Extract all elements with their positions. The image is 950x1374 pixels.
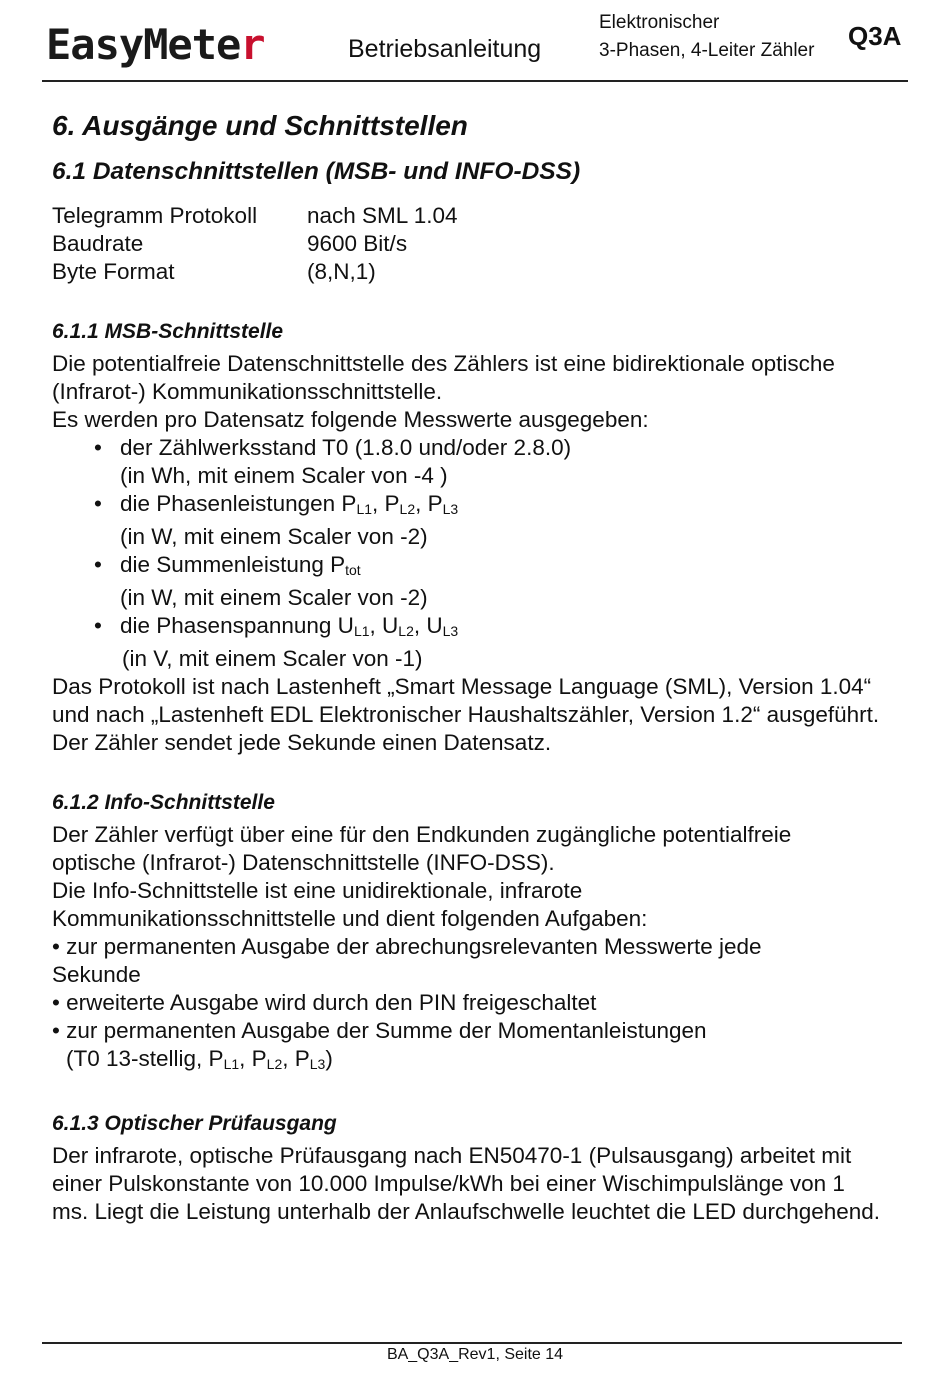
list-item: • zur permanenten Ausgabe der Summe der Momentanleistungen xyxy=(52,1018,707,1043)
list-item: • erweiterte Ausgabe wird durch den PIN freigeschaltet xyxy=(52,990,597,1015)
device-type-line2: 3-Phasen, 4-Leiter Zähler xyxy=(599,40,815,61)
protocol-paragraph: Das Protokoll ist nach Lastenheft „Smart Message Language (SML), Version 1.04“ und nach „Lastenheft EDL Elektronischer Haushaltszähler, Version 1.2“ ausgeführt. Der Zähler sendet jede Sekunde einen Datensatz. xyxy=(52,674,880,755)
list-item-detail: (in Wh, mit einem Scaler von -4 ) xyxy=(120,463,448,488)
spec-label: Baudrate xyxy=(52,231,144,256)
msb-intro: Die potentialfreie Datenschnittstelle des Zählers ist eine bidirektionale optische (Infrarot-) Kommunikationsschnittstelle. xyxy=(52,351,835,404)
footer-divider xyxy=(42,1342,902,1344)
page-content xyxy=(52,100,912,1226)
list-item-text: • die Summenleistung $P_{tot}$ xyxy=(120,552,361,578)
spec-value: nach SML 1.04 xyxy=(307,203,458,228)
subsection-title: 6.1 Datenschnittstellen (MSB- und INFO-DSS) xyxy=(52,158,581,185)
spec-label: Byte Format xyxy=(52,259,175,284)
spec-table xyxy=(52,202,912,286)
model-name: Q3A xyxy=(848,21,902,51)
spacer xyxy=(52,757,912,789)
spacer xyxy=(52,1078,912,1110)
list-item xyxy=(94,490,912,551)
info-heading: 6.1.2 Info-Schnittstelle xyxy=(52,791,275,814)
spec-row xyxy=(52,230,912,258)
spec-value: (8,N,1) xyxy=(307,259,376,284)
optical-heading: 6.1.3 Optischer Prüfausgang xyxy=(52,1112,337,1135)
spacer xyxy=(52,286,912,318)
easymeter-logo xyxy=(46,20,265,69)
optical-paragraph: Der infrarote, optische Prüfausgang nach EN50470-1 (Pulsausgang) arbeitet mit einer Pulskonstante von 10.000 Impulse/kWh bei einer Wischimpulslänge von 1 ms. Liegt die Leistung unterhalb der Anlaufschwelle leuchtet die LED durchgehend. xyxy=(52,1143,881,1224)
list-item-text: • der Zählwerksstand T0 (1.8.0 und/oder 2.8.0) xyxy=(120,435,572,460)
msb-heading: 6.1.1 MSB-Schnittstelle xyxy=(52,320,284,343)
section-title: 6. Ausgänge und Schnittstellen xyxy=(52,110,468,141)
device-type-line1: Elektronischer xyxy=(599,12,720,33)
spec-row xyxy=(52,202,912,230)
info-paragraph: Die Info-Schnittstelle ist eine unidirektionale, infrarote Kommunikationsschnittstelle und dient folgenden Aufgaben: xyxy=(52,878,648,931)
measurement-list xyxy=(52,434,912,673)
page-header xyxy=(42,0,908,83)
list-item xyxy=(94,434,912,490)
info-paragraph: Der Zähler verfügt über eine für den Endkunden zugängliche potentialfreie optische (Infrarot-) Datenschnittstelle (INFO-DSS). xyxy=(52,822,792,875)
list-item-detail: (in W, mit einem Scaler von -2) xyxy=(120,585,428,610)
list-item: • zur permanenten Ausgabe der abrechungsrelevanten Messwerte jede Sekunde xyxy=(52,934,762,987)
msb-list-intro: Es werden pro Datensatz folgende Messwerte ausgegeben: xyxy=(52,407,649,432)
spec-value: 9600 Bit/s xyxy=(307,231,408,256)
page-footer: BA_Q3A_Rev1, Seite 14 xyxy=(386,1346,564,1363)
list-item-text: • die Phasenspannung $U_{L1}$, $U_{L2}$, $U_{L3}$ xyxy=(120,613,459,639)
list-item-detail: (T0 13-stellig, $P_{L1}$, $P_{L2}$, $P_{L3}$) xyxy=(66,1046,333,1072)
list-item xyxy=(94,612,912,673)
list-item-detail: (in V, mit einem Scaler von -1) xyxy=(122,646,423,671)
logo-text: EasyMete xyxy=(46,20,241,69)
list-item-text: • die Phasenleistungen $P_{L1}$, $P_{L2}$, $P_{L3}$ xyxy=(120,491,459,517)
logo-accent: r xyxy=(240,20,265,69)
spec-label: Telegramm Protokoll xyxy=(52,203,258,228)
list-item xyxy=(94,551,912,612)
spec-row xyxy=(52,258,912,286)
document-type: Betriebsanleitung xyxy=(348,35,542,63)
header-divider xyxy=(42,80,908,82)
list-item-detail: (in W, mit einem Scaler von -2) xyxy=(120,524,428,549)
